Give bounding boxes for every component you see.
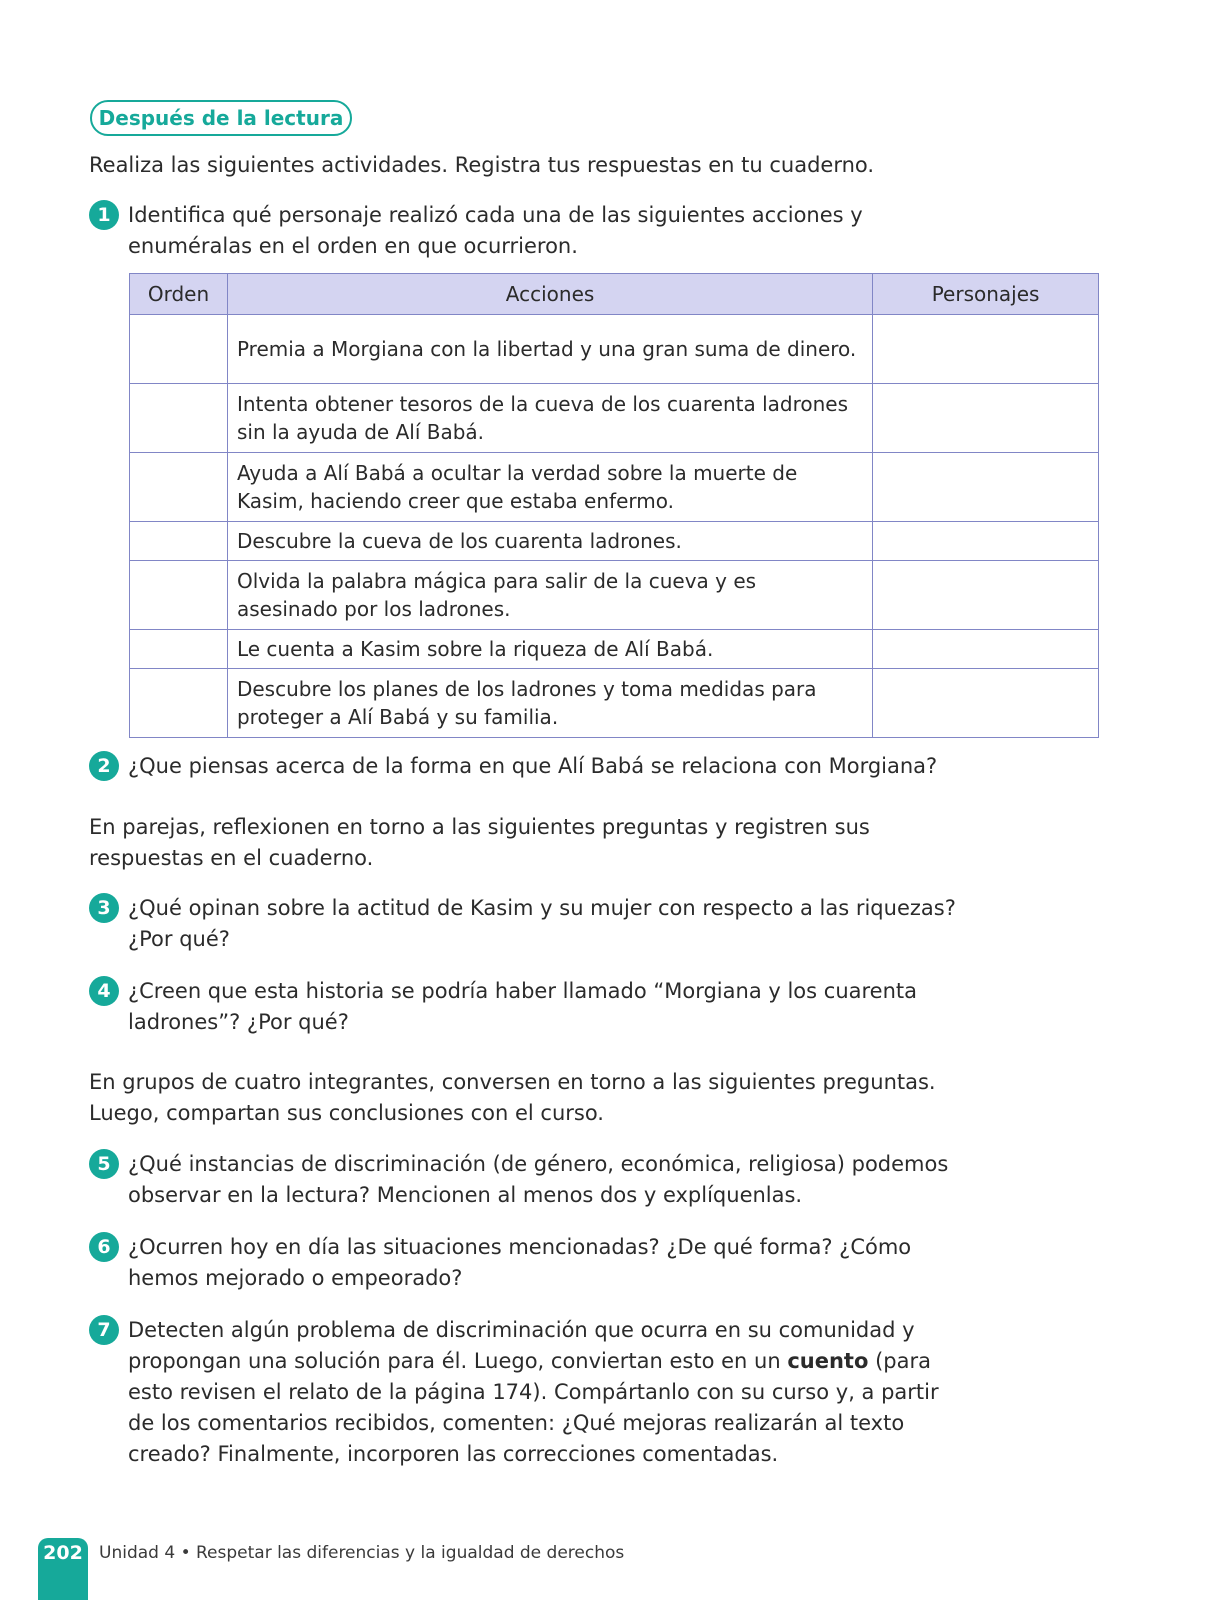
question-text-2: ¿Que piensas acerca de la forma en que Alí Babá se relaciona con Morgiana? <box>128 754 938 778</box>
personaje-cell[interactable] <box>873 522 1099 561</box>
question-number-3: 3 <box>89 893 119 923</box>
orden-cell[interactable] <box>130 384 228 453</box>
question-number-4: 4 <box>89 976 119 1006</box>
personaje-cell[interactable] <box>873 315 1099 384</box>
keyword-cuento: cuento <box>787 1349 869 1373</box>
header-orden: Orden <box>130 274 228 315</box>
personaje-cell[interactable] <box>873 453 1099 522</box>
actions-table <box>129 273 1099 738</box>
unit-footer: Unidad 4 • Respetar las diferencias y la igualdad de derechos <box>99 1543 625 1563</box>
question-text-6: ¿Ocurren hoy en día las situaciones mencionadas? ¿De qué forma? ¿Cómo hemos mejorado o empeorado? <box>128 1235 912 1290</box>
instructions-1: Realiza las siguientes actividades. Registra tus respuestas en tu cuaderno. <box>89 153 875 177</box>
accion-cell: Premia a Morgiana con la libertad y una gran suma de dinero. <box>227 315 872 384</box>
section-label: Después de la lectura <box>90 100 352 136</box>
personaje-cell[interactable] <box>873 384 1099 453</box>
question-text-5: ¿Qué instancias de discriminación (de género, económica, religiosa) podemos observar en la lectura? Mencionen al menos dos y explíquenlas. <box>128 1152 949 1207</box>
question-number-2: 2 <box>89 751 119 781</box>
table-row <box>130 630 1099 669</box>
question-text-3: ¿Qué opinan sobre la actitud de Kasim y su mujer con respecto a las riquezas? ¿Por qué? <box>128 896 956 951</box>
question-text-4: ¿Creen que esta historia se podría haber llamado “Morgiana y los cuarenta ladrones”? ¿Por qué? <box>128 979 917 1034</box>
question-number-1: 1 <box>89 200 119 230</box>
table-row <box>130 522 1099 561</box>
question-5 <box>89 1149 989 1211</box>
question-text-7-part-1: Detecten algún problema de discriminación que ocurra en su comunidad y propongan una solución para él. Luego, conviertan esto en un <box>128 1318 915 1373</box>
personaje-cell[interactable] <box>873 561 1099 630</box>
question-2 <box>89 751 989 782</box>
question-6 <box>89 1232 989 1294</box>
question-1 <box>89 200 989 262</box>
accion-cell: Le cuenta a Kasim sobre la riqueza de Alí Babá. <box>227 630 872 669</box>
question-text-7 <box>128 1315 953 1470</box>
orden-cell[interactable] <box>130 522 228 561</box>
accion-cell: Olvida la palabra mágica para salir de la cueva y es asesinado por los ladrones. <box>227 561 872 630</box>
orden-cell[interactable] <box>130 561 228 630</box>
table-row <box>130 384 1099 453</box>
accion-cell: Intenta obtener tesoros de la cueva de los cuarenta ladrones sin la ayuda de Alí Babá. <box>227 384 872 453</box>
orden-cell[interactable] <box>130 630 228 669</box>
accion-cell: Descubre los planes de los ladrones y toma medidas para proteger a Alí Babá y su familia. <box>227 669 872 738</box>
orden-cell[interactable] <box>130 669 228 738</box>
table-row <box>130 315 1099 384</box>
personaje-cell[interactable] <box>873 630 1099 669</box>
header-acciones: Acciones <box>227 274 872 315</box>
orden-cell[interactable] <box>130 315 228 384</box>
personaje-cell[interactable] <box>873 669 1099 738</box>
question-number-7: 7 <box>89 1315 119 1345</box>
question-number-5: 5 <box>89 1149 119 1179</box>
table-row <box>130 561 1099 630</box>
question-3 <box>89 893 989 955</box>
question-text-7-part-2: (para esto revisen el relato de la página 174). Compártanlo con su curso y, a partir de los comentarios recibidos, comenten: ¿Qué mejoras realizarán al texto creado? Finalmente, incorporen las correcciones comentadas. <box>128 1349 939 1466</box>
orden-cell[interactable] <box>130 453 228 522</box>
question-4 <box>89 976 989 1038</box>
instructions-2: En parejas, reflexionen en torno a las siguientes preguntas y registren sus respuestas en el cuaderno. <box>89 815 870 870</box>
accion-cell: Descubre la cueva de los cuarenta ladrones. <box>227 522 872 561</box>
table-row <box>130 669 1099 738</box>
question-7 <box>89 1315 989 1470</box>
accion-cell: Ayuda a Alí Babá a ocultar la verdad sobre la muerte de Kasim, haciendo creer que estaba enfermo. <box>227 453 872 522</box>
question-text-1: Identifica qué personaje realizó cada una de las siguientes acciones y enuméralas en el orden en que ocurrieron. <box>128 203 863 258</box>
page-number: 202 <box>43 1542 83 1564</box>
header-personajes: Personajes <box>873 274 1099 315</box>
table-row <box>130 453 1099 522</box>
question-number-6: 6 <box>89 1232 119 1262</box>
instructions-3: En grupos de cuatro integrantes, conversen en torno a las siguientes preguntas. Luego, compartan sus conclusiones con el curso. <box>89 1070 936 1125</box>
